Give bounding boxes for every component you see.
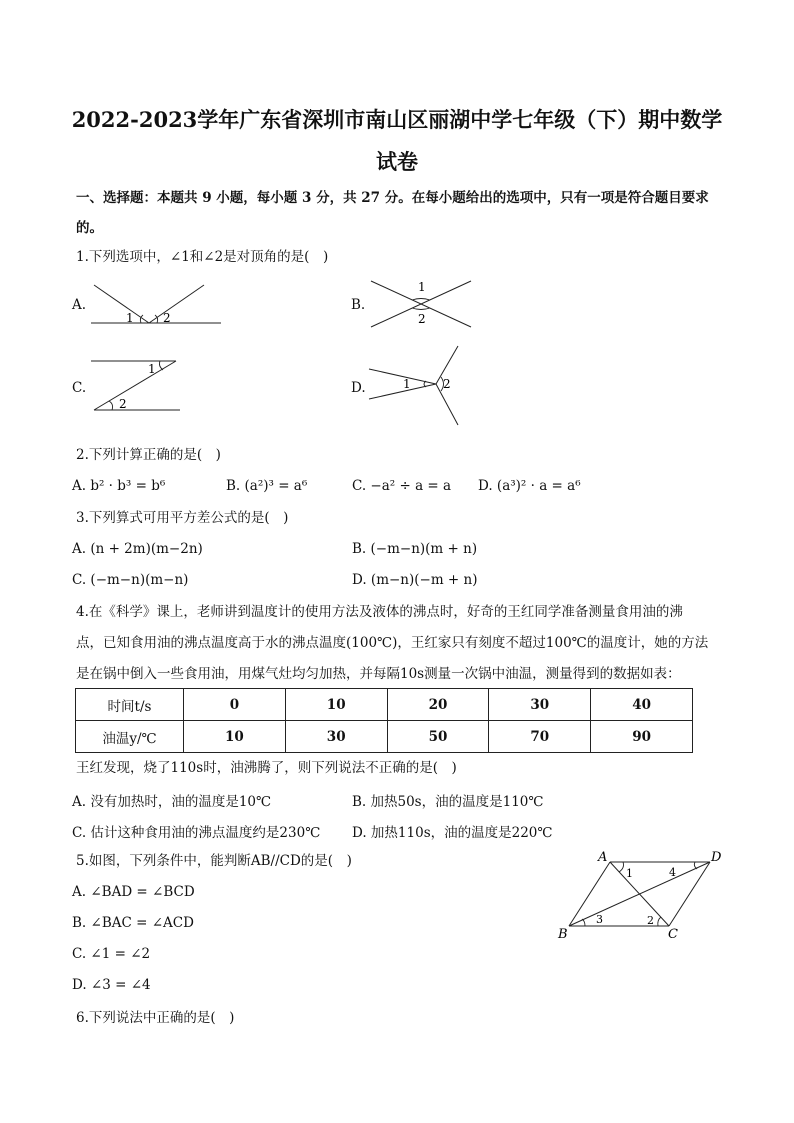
q1-option-c-label: C. — [72, 380, 87, 396]
table-cell: 90 — [591, 721, 693, 753]
q1c-angle1: 1 — [148, 362, 156, 376]
table-cell: 50 — [387, 721, 489, 753]
q5-angle1: 1 — [626, 867, 633, 880]
table-cell: 70 — [489, 721, 591, 753]
table-row — [76, 689, 693, 721]
q1-figure-d — [366, 343, 466, 429]
q5-angle4: 4 — [669, 866, 676, 879]
q5-option-b: B. ∠BAC = ∠ACD — [72, 915, 194, 931]
q1d-angle2: 2 — [443, 377, 451, 391]
table-cell: 30 — [285, 721, 387, 753]
q4-option-b: B. 加热50s，油的温度是110℃ — [352, 794, 544, 810]
page-title-cont: 试卷 — [376, 149, 418, 174]
q1-stem: 1.下列选项中，∠1和∠2是对顶角的是( ) — [76, 249, 329, 265]
q1-figure-b — [366, 275, 476, 331]
q3-option-d: D. (m−n)(−m + n) — [352, 572, 478, 588]
table-cell: 10 — [285, 689, 387, 721]
q1-option-a-label: A. — [72, 297, 87, 313]
q1b-angle1: 1 — [418, 280, 426, 294]
q5-angle2: 2 — [647, 914, 654, 927]
q3-option-b: B. (−m−n)(m + n) — [352, 541, 478, 557]
q5-angle3: 3 — [596, 913, 603, 926]
table-cell: 40 — [591, 689, 693, 721]
q1a-angle1: 1 — [126, 311, 134, 325]
table-cell: 10 — [184, 721, 286, 753]
q1d-angle1: 1 — [403, 377, 411, 391]
q1c-angle2: 2 — [119, 397, 127, 411]
table-cell: 30 — [489, 689, 591, 721]
q4-after: 王红发现，烧了110s时，油沸腾了，则下列说法不正确的是( ) — [76, 760, 457, 776]
q3-option-c: C. (−m−n)(m−n) — [72, 572, 189, 588]
table-cell: 20 — [387, 689, 489, 721]
q1-option-b-label: B. — [351, 297, 366, 313]
q5-parallelogram-figure — [555, 848, 730, 943]
table-header-temp: 油温y/℃ — [76, 721, 184, 753]
q5-vertex-c: C — [668, 927, 678, 942]
q4-option-c: C. 估计这种食用油的沸点温度约是230℃ — [72, 825, 321, 841]
page-title: 2022-2023学年广东省深圳市南山区丽湖中学七年级（下）期中数学 — [71, 107, 723, 132]
q2-stem: 2.下列计算正确的是( ) — [76, 447, 221, 463]
table-row — [76, 721, 693, 753]
q5-vertex-b: B — [558, 927, 568, 942]
q1-option-d-label: D. — [351, 380, 366, 396]
section-heading: 一、选择题：本题共 9 小题，每小题 3 分，共 27 分。在每小题给出的选项中，只有一项是符合题目要求 — [76, 190, 709, 206]
table-cell: 0 — [184, 689, 286, 721]
q4-option-d: D. 加热110s，油的温度是220℃ — [352, 825, 553, 841]
q6-stem: 6.下列说法中正确的是( ) — [76, 1010, 235, 1026]
q4-line1: 4.在《科学》课上，老师讲到温度计的使用方法及液体的沸点时，好奇的王红同学准备测量食用油的沸 — [76, 604, 683, 620]
q5-option-c: C. ∠1 = ∠2 — [72, 946, 151, 962]
q1-figure-c — [88, 356, 188, 416]
q2-option-d: D. (a³)² · a = a⁶ — [478, 478, 581, 494]
q4-data-table — [75, 688, 693, 753]
q4-line2: 点，已知食用油的沸点温度高于水的沸点温度(100℃)，王红家只有刻度不超过100℃的温度计，她的方法 — [76, 635, 709, 651]
q1-figure-a — [86, 280, 226, 330]
q5-option-a: A. ∠BAD = ∠BCD — [72, 884, 195, 900]
q5-vertex-d: D — [711, 850, 722, 865]
q2-option-c: C. −a² ÷ a = a — [352, 478, 452, 494]
q2-option-a: A. b² · b³ = b⁶ — [72, 478, 166, 494]
section-heading-cont: 的。 — [76, 220, 103, 236]
q3-stem: 3.下列算式可用平方差公式的是( ) — [76, 510, 289, 526]
q1a-angle2: 2 — [163, 311, 171, 325]
q3-option-a: A. (n + 2m)(m−2n) — [72, 541, 203, 557]
q2-option-b: B. (a²)³ = a⁶ — [226, 478, 308, 494]
q5-stem: 5.如图，下列条件中，能判断AB//CD的是( ) — [76, 853, 352, 869]
q5-option-d: D. ∠3 = ∠4 — [72, 977, 151, 993]
q4-option-a: A. 没有加热时，油的温度是10℃ — [72, 794, 272, 810]
q5-vertex-a: A — [598, 850, 608, 865]
q4-line3: 是在锅中倒入一些食用油，用煤气灶均匀加热，并每隔10s测量一次锅中油温，测量得到的数据如表： — [76, 666, 681, 682]
table-header-time: 时间t/s — [76, 689, 184, 721]
q1b-angle2: 2 — [418, 312, 426, 326]
